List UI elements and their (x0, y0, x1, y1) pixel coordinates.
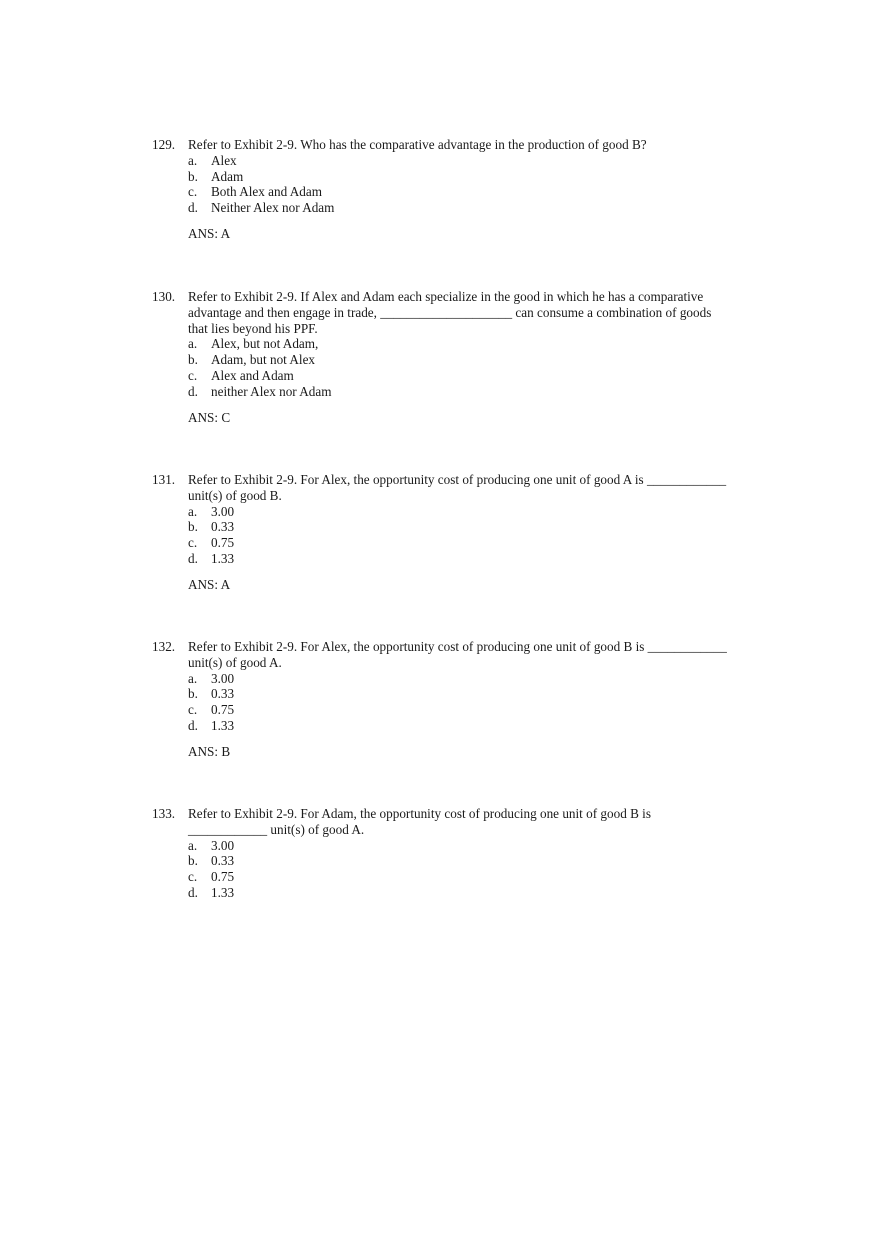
option-b (188, 686, 762, 702)
option-letter: d. (188, 717, 198, 733)
question-header (152, 289, 762, 336)
option-text: Adam, but not Alex (211, 352, 316, 368)
question-text-line: Refer to Exhibit 2-9. If Alex and Adam each specialize in the good in which he has a comparative (188, 289, 704, 304)
question-132 (152, 639, 762, 760)
option-text: Adam (211, 168, 244, 184)
option-letter: d. (188, 200, 198, 216)
option-letter: b. (188, 352, 198, 368)
option-letter: d. (188, 884, 198, 900)
option-c (188, 368, 762, 384)
question-text-line: that lies beyond his PPF. (188, 320, 318, 336)
option-text: 1.33 (211, 717, 235, 733)
option-letter: a. (188, 837, 198, 853)
option-text: 1.33 (211, 550, 235, 566)
option-letter: a. (188, 152, 198, 168)
option-letter: c. (188, 869, 198, 885)
option-text: 3.00 (211, 670, 235, 686)
answer-label: ANS: B (188, 743, 231, 759)
question-text-line: unit(s) of good A. (188, 654, 282, 670)
question-header (152, 137, 762, 153)
question-number: 133. (152, 806, 176, 821)
option-text: 0.33 (211, 853, 235, 869)
question-number: 132. (152, 639, 176, 654)
question-text-line: Refer to Exhibit 2-9. Who has the comparative advantage in the production of good B? (188, 137, 647, 152)
option-a (188, 838, 762, 854)
option-a (188, 336, 762, 352)
options-list (152, 153, 762, 216)
option-letter: d. (188, 383, 198, 399)
option-text: neither Alex nor Adam (211, 383, 332, 399)
question-text-line: Refer to Exhibit 2-9. For Alex, the opportunity cost of producing one unit of good A is ____________ (188, 472, 727, 487)
question-text-line: advantage and then engage in trade, ____________________ can consume a combination of goods (188, 304, 712, 320)
option-b (188, 352, 762, 368)
answer-label: ANS: C (188, 409, 231, 425)
option-c (188, 535, 762, 551)
options-list (152, 838, 762, 901)
question-text (188, 137, 762, 153)
option-text: 1.33 (211, 884, 235, 900)
answer-label: ANS: A (188, 225, 231, 241)
option-letter: b. (188, 168, 198, 184)
option-text: Alex, but not Adam, (211, 336, 319, 352)
answer-label: ANS: A (188, 576, 231, 592)
option-text: 3.00 (211, 503, 235, 519)
option-a (188, 504, 762, 520)
options-list (152, 671, 762, 734)
options-list (152, 336, 762, 399)
option-b (188, 853, 762, 869)
option-c (188, 869, 762, 885)
option-d (188, 200, 762, 216)
option-d (188, 885, 762, 901)
option-letter: d. (188, 550, 198, 566)
option-c (188, 702, 762, 718)
option-d (188, 551, 762, 567)
question-text-line: ____________ unit(s) of good A. (188, 821, 365, 837)
question-text (188, 289, 762, 336)
option-text: Neither Alex nor Adam (211, 200, 335, 216)
option-letter: c. (188, 535, 198, 551)
option-text: 0.75 (211, 869, 235, 885)
option-letter: a. (188, 336, 198, 352)
option-text: Alex (211, 152, 237, 168)
question-text-line: Refer to Exhibit 2-9. For Alex, the opportunity cost of producing one unit of good B is ____________ (188, 639, 727, 654)
option-text: 0.75 (211, 702, 235, 718)
option-d (188, 718, 762, 734)
option-b (188, 519, 762, 535)
question-header (152, 639, 762, 671)
options-list (152, 504, 762, 567)
option-letter: c. (188, 367, 198, 383)
option-a (188, 153, 762, 169)
option-text: 0.33 (211, 686, 235, 702)
option-letter: c. (188, 702, 198, 718)
option-text: Both Alex and Adam (211, 184, 322, 200)
option-letter: a. (188, 670, 198, 686)
question-text-line: unit(s) of good B. (188, 487, 282, 503)
option-d (188, 384, 762, 400)
option-a (188, 671, 762, 687)
option-letter: b. (188, 519, 198, 535)
option-letter: b. (188, 686, 198, 702)
option-c (188, 184, 762, 200)
question-133 (152, 806, 762, 901)
question-header (152, 806, 762, 838)
option-text: 0.33 (211, 519, 235, 535)
option-letter: b. (188, 853, 198, 869)
option-letter: c. (188, 184, 198, 200)
option-text: 3.00 (211, 837, 235, 853)
question-header (152, 472, 762, 504)
question-130 (152, 289, 762, 425)
question-text (188, 806, 762, 838)
option-text: 0.75 (211, 535, 235, 551)
option-text: Alex and Adam (211, 367, 294, 383)
option-b (188, 169, 762, 185)
question-text (188, 472, 762, 504)
question-129 (152, 137, 762, 242)
question-number: 131. (152, 472, 176, 487)
question-number: 130. (152, 289, 176, 304)
option-letter: a. (188, 503, 198, 519)
question-number: 129. (152, 137, 176, 152)
question-text-line: Refer to Exhibit 2-9. For Adam, the opportunity cost of producing one unit of good B is (188, 806, 651, 821)
question-text (188, 639, 762, 671)
question-131 (152, 472, 762, 593)
